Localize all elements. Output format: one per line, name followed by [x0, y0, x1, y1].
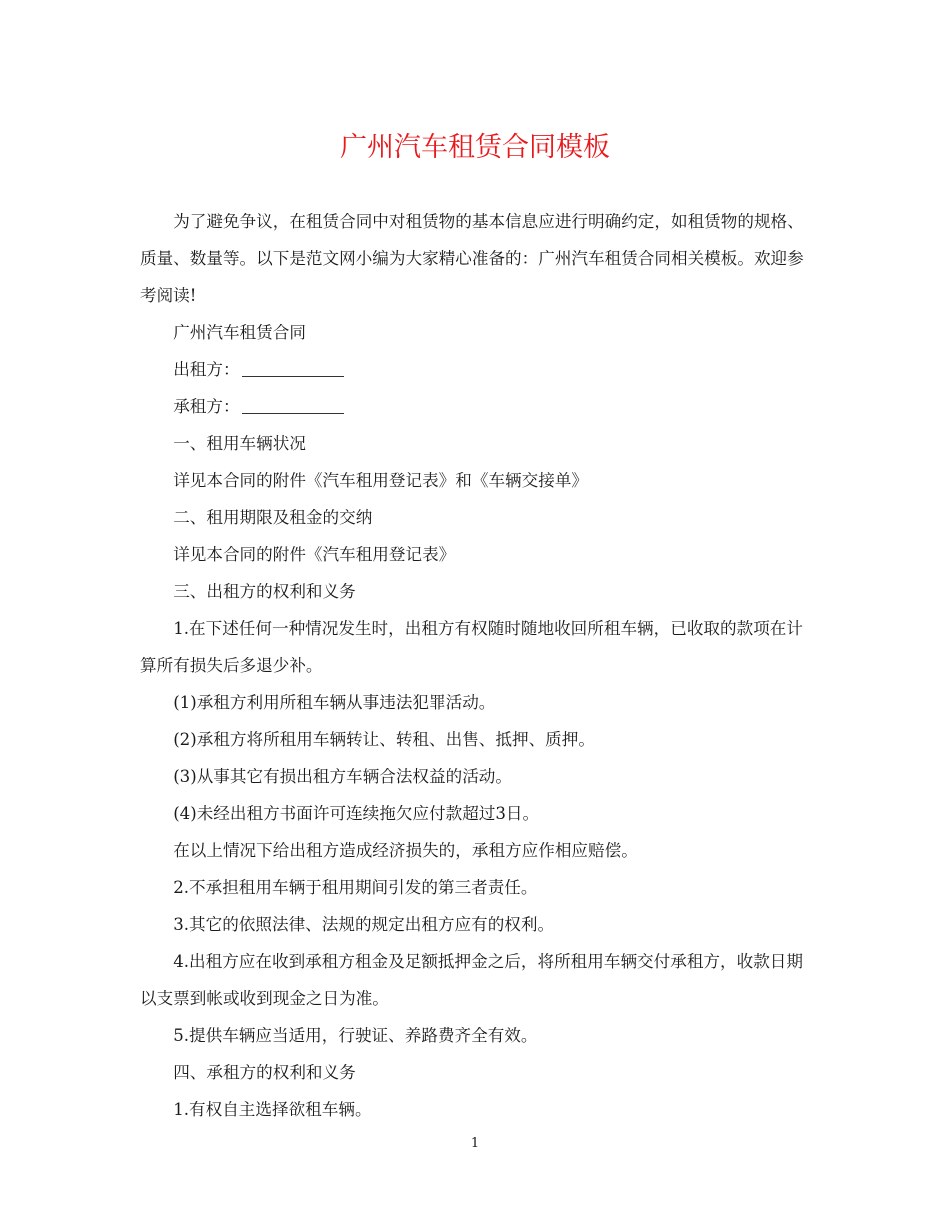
contract-heading: 广州汽车租赁合同 — [173, 323, 306, 342]
lessor-label: 出租方： — [173, 360, 240, 379]
intro-paragraph: 为了避免争议，在租赁合同中对租赁物的基本信息应进行明确约定，如租赁物的规格、质量、数量等。以下是范文网小编为大家精心准备的：广州汽车租赁合同相关模板。欢迎参考阅读! — [140, 212, 804, 305]
section-heading-4: 四、承租方的权利和义务 — [173, 1063, 356, 1082]
page-number: 1 — [470, 1136, 480, 1151]
section-paragraph: 详见本合同的附件《汽车租用登记表》和《车辆交接单》 — [173, 471, 589, 490]
clause-item: (4)未经出租方书面许可连续拖欠应付款超过3日。 — [173, 804, 540, 823]
clause-paragraph: 在以上情况下给出租方造成经济损失的，承租方应作相应赔偿。 — [173, 841, 638, 860]
clause-paragraph: 4.出租方应在收到承租方租金及足额抵押金之后，将所租用车辆交付承租方，收款日期以支票到帐或收到现金之日为准。 — [140, 952, 803, 1008]
lessee-label: 承租方： — [173, 397, 240, 416]
clause-paragraph: 3.其它的依照法律、法规的规定出租方应有的权利。 — [173, 915, 555, 934]
lessee-blank — [242, 393, 344, 414]
document-body — [140, 203, 812, 1128]
clause-paragraph: 1.有权自主选择欲租车辆。 — [173, 1100, 372, 1119]
lessor-line — [140, 351, 812, 388]
lessee-line — [140, 388, 812, 425]
section-heading-2: 二、租用期限及租金的交纳 — [173, 508, 373, 527]
clause-item: (2)承租方将所租用车辆转让、转租、出售、抵押、质押。 — [173, 730, 595, 749]
document-title: 广州汽车租赁合同模板 — [340, 132, 610, 163]
clause-paragraph: 5.提供车辆应当适用，行驶证、养路费齐全有效。 — [173, 1026, 538, 1045]
clause-paragraph: 2.不承担租用车辆于租用期间引发的第三者责任。 — [173, 878, 538, 897]
clause-paragraph: 1.在下述任何一种情况发生时，出租方有权随时随地收回所租车辆，已收取的款项在计算所有损失后多退少补。 — [140, 619, 803, 675]
section-paragraph: 详见本合同的附件《汽车租用登记表》 — [173, 545, 456, 564]
clause-item: (1)承租方利用所租车辆从事违法犯罪活动。 — [173, 693, 496, 712]
section-heading-3: 三、出租方的权利和义务 — [173, 582, 356, 601]
lessor-blank — [242, 356, 344, 377]
section-heading-1: 一、租用车辆状况 — [173, 434, 306, 453]
clause-item: (3)从事其它有损出租方车辆合法权益的活动。 — [173, 767, 512, 786]
